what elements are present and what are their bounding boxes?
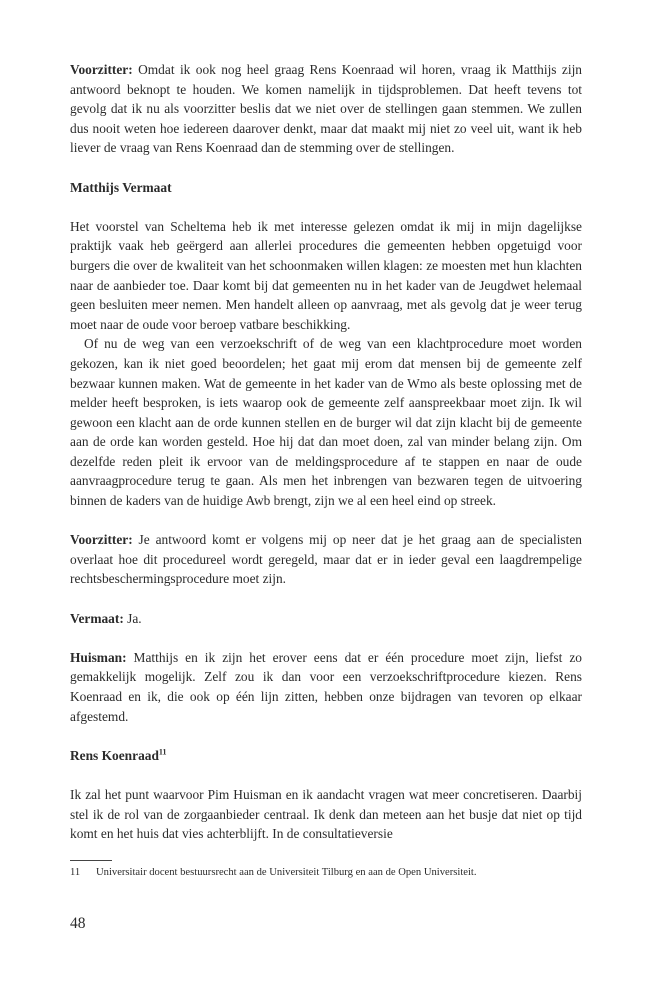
footnote-divider <box>70 860 112 861</box>
turn-text: Matthijs en ik zijn het erover eens dat er één procedure moet zijn, liefst zo gemakkelijk mogelijk. Zelf zou ik dan voor een verzoekschriftprocedure kiezen. Rens Koenraad en ik, die ook op één lijn zitten, hebben onze bijdragen van tevoren op elkaar afgestemd. <box>70 649 582 724</box>
heading-text: Rens Koenraad <box>70 747 159 763</box>
speaker-turn-vermaat <box>70 609 582 629</box>
speaker-label: Vermaat: <box>70 610 124 626</box>
page-number: 48 <box>70 915 86 932</box>
turn-text: Omdat ik ook nog heel graag Rens Koenraad wil horen, vraag ik Matthijs zijn antwoord beknopt te houden. We komen namelijk in tijdsproblemen. Dat heeft tevens tot gevolg dat ik nu als voorzitter beslis dat we niet over de stellingen gaan stemmen. We zullen dus nooit weten hoe iedereen daarover denkt, maar dat maakt mij niet zo veel uit, want ik heb liever de vraag van Rens Koenraad dan de stemming over de stellingen. <box>70 62 582 156</box>
turn-text: Ja. <box>123 610 142 626</box>
speaker-turn-voorzitter-2 <box>70 530 582 589</box>
speaker-label: Voorzitter: <box>70 62 133 77</box>
footnote-text: Universitair docent bestuursrecht aan de Universiteit Tilburg en aan de Open Universiteit. <box>96 867 477 878</box>
turn-text: Je antwoord komt er volgens mij op neer dat je het graag aan de specialisten overlaat hoe dit procedureel wordt geregeld, maar dat er in ieder geval een laagdrempelige rechtsbeschermingsprocedure moet zijn. <box>70 532 582 587</box>
speaker-label: Voorzitter: <box>70 532 133 548</box>
footnote <box>70 866 590 880</box>
footnote-number: 11 <box>70 867 81 878</box>
speaker-label: Huisman: <box>70 649 127 665</box>
page-body <box>70 60 582 844</box>
paragraph: Of nu de weg van een verzoekschrift of de weg van een klachtprocedure moet worden gekozen, kan ik niet goed beoordelen; het gaat mij erom dat mensen bij de gemeente zelf bezwaar kunnen maken. Wat de gemeente in het kader van de Wmo als beste oplossing met de melder heeft besproken, is iets waarop ook de gemeente zelf aanspreekbaar moet zijn. Ik wil gewoon een klacht aan de orde kunnen stellen en de burger wil dat zijn klacht bij de gemeente aan de orde kan worden gesteld. Hoe hij dat dan moet doen, zal van minder belang zijn. Om dezelfde reden pleit ik ervoor van de meldingsprocedure af te stappen en naar de oude aanvraagprocedure terug te gaan. Als men het inbrengen van bezwaren tegen de uitvoering binnen de kaders van de huidige Awb brengt, zijn we al een heel eind op streek. <box>70 336 582 509</box>
paragraph: Het voorstel van Scheltema heb ik met interesse gelezen omdat ik mij in mijn dagelijkse praktijk vaak heb geërgerd aan allerlei procedures die gemeenten hebben opgetuigd voor burgers die over de kwaliteit van het schoonmaken willen klagen: ze moesten met hun klachten naar de aanbieder toe. Daar komt bij dat gemeenten nu in het kader van de Jeugdwet helemaal geen besluiten meer nemen. Men handelt alleen op aanvraag, met als gevolg dat je weer terug moet naar de oude voor beroep vatbare beschikking. <box>70 218 582 332</box>
paragraph: Ik zal het punt waarvoor Pim Huisman en ik aandacht vragen wat meer concretiseren. Daarbij stel ik de rol van de zorgaanbieder centraal. Ik denk dan meteen aan het busje dat niet op tijd komt en het huis dat vies achterblijft. In de consultatieversie <box>70 786 582 842</box>
speaker-turn-huisman <box>70 648 582 726</box>
section-heading-vermaat: Matthijs Vermaat <box>70 179 172 195</box>
speaker-turn-voorzitter-1 <box>70 60 582 158</box>
footnote-reference[interactable]: 11 <box>158 747 167 757</box>
section-heading-koenraad <box>70 746 582 766</box>
